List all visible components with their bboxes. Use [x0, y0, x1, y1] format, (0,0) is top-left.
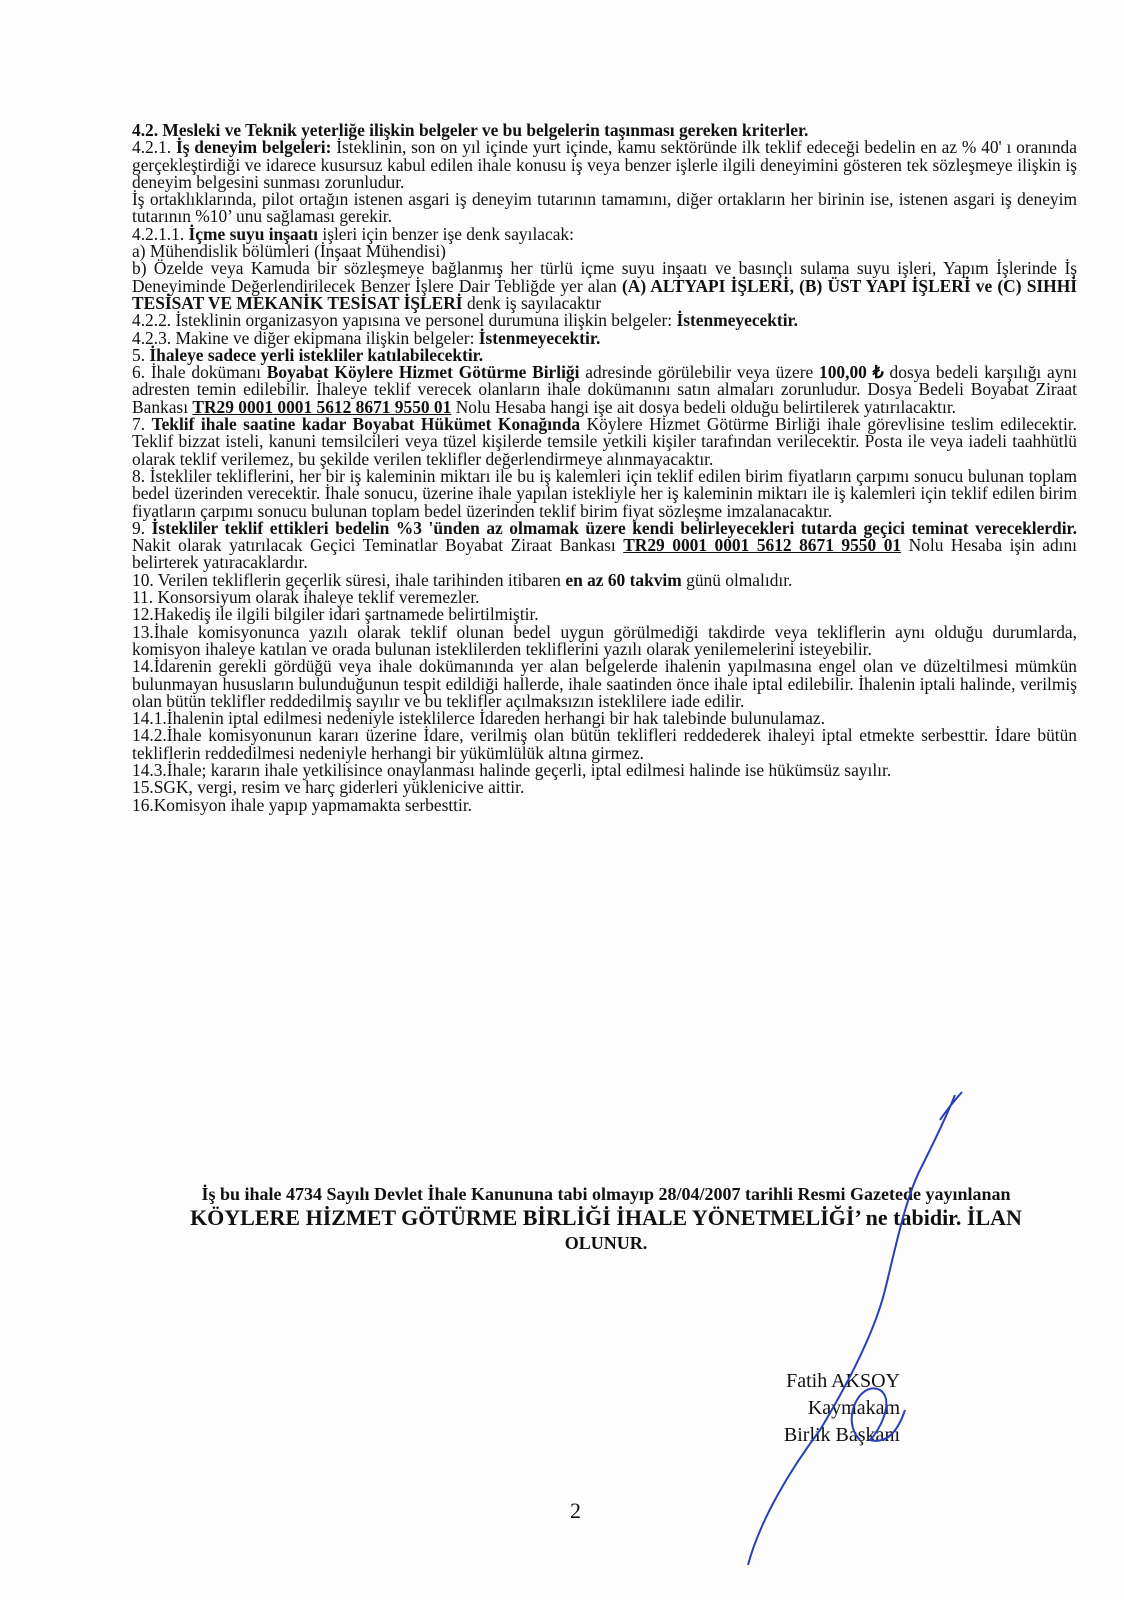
validity-period: en az 60 takvim [565, 569, 682, 590]
paragraph-14-3: 14.3.İhale; kararın ihale yetkilisince onaylanması halinde geçerli, iptal edilmesi halinde ise hükümsüz sayılır. [132, 759, 892, 780]
paragraph-6-start: 6. İhale dokümanı [132, 362, 261, 383]
section-4-2-1-1-text: işleri için benzer işe denk sayılacak: [322, 223, 574, 244]
section-4-2-1-1-title: İçme suyu inşaatı [188, 223, 319, 244]
paragraph-5-text: İhaleye sadece yerli istekliler katılabilecektir. [149, 344, 484, 365]
paragraph-13: 13.İhale komisyonunca yazılı olarak teklif olunan bedel uygun görülmediği takdirde veya tekliflerin aynı olduğu durumlarda, komisyon ihaleye katılan ve orada bulunan isteklilerden tekliflerini yazılı olarak yenilemelerini isteyebilir. [132, 621, 1077, 659]
bank-account-number: TR29 0001 0001 5612 8671 9550 01 [623, 535, 902, 556]
page-number: 2 [570, 1498, 581, 1523]
paragraph-6-end: Nolu Hesaba hangi işe ait dosya bedeli olduğu belirtilerek yatırılacaktır. [455, 396, 956, 417]
closing-line-1: İş bu ihale 4734 Sayılı Devlet İhale Kanununa tabi olmayıp 28/04/2007 tarihli Resmi Gazetede yayınlanan [201, 1184, 1011, 1204]
paragraph-7-number: 7. [132, 414, 146, 435]
paragraph-10-start: 10. Verilen tekliflerin geçerlik süresi, ihale tarihinden itibaren [132, 569, 561, 590]
list-item-b-text: b) Özelde veya Kamuda bir sözleşmeye bağlanmış her türlü içme suyu inşaatı ve basınçlı sulama suyu işleri, Yapım İşlerinde İş Deneyiminde Değerlendirilecek Benzer İşlere Dair Tebliğde yer alan [132, 258, 1077, 296]
list-item-b-categories: (A) ALTYAPI İŞLERİ, (B) ÜST YAPI İŞLERİ ve (C) SIHHİ TESİSAT VE MEKANİK TESİSAT İŞLERİ [132, 275, 1077, 313]
signer-name: Fatih AKSOY [786, 1370, 900, 1392]
paragraph-9-end: Nolu Hesaba işin adını belirterek yatıracaklardır. [132, 535, 1077, 573]
paragraph-9-bold: İstekliler teklif ettikleri bedelin %3 'ünden az olmamak üzere kendi belirleyecekleri tutarda geçici teminat vereceklerdir. [151, 517, 1077, 538]
section-4-2-1-title: İş deneyim belgeleri: [175, 137, 332, 158]
organization-name: Boyabat Köylere Hizmet Götürme Birliği [266, 362, 580, 383]
section-4-2-2-status: İstenmeyecektir. [676, 310, 799, 331]
signer-title: Kaymakam [807, 1397, 900, 1419]
paragraph-9-text: Nakit olarak yatırılacak Geçici Teminatlar Boyabat Ziraat Bankası [132, 535, 616, 556]
signature-stroke-loop [852, 1388, 905, 1440]
paragraph-6-mid: adresinde görülebilir veya üzere [585, 362, 814, 383]
signature-stroke-main [748, 1095, 955, 1565]
closing-line-2: KÖYLERE HİZMET GÖTÜRME BİRLİĞİ İHALE YÖNETMELİĞİ’ ne tabidir. İLAN [190, 1205, 1022, 1230]
bank-account-number: TR29 0001 0001 5612 8671 9550 01 [192, 396, 452, 417]
paragraph-15: 15.SGK, vergi, resim ve harç giderleri yüklenicive aittir. [132, 777, 525, 798]
paragraph-14: 14.İdarenin gerekli gördüğü veya ihale dokümanında yer alan belgelerde ihalenin yapılmasına engel olan ve düzeltilmesi mümkün bulunmayan hususların bulunduğunun tespit edildiği hallerde, ihale saatinden önce ihale iptal edilebilir. İhalenin iptali halinde, verilmiş olan bütün teklifler reddedilmiş sayılır ve bu teklifler açılmaksızın isteklilere iade edilir. [132, 656, 1077, 711]
section-4-2-1-number: 4.2.1. [132, 137, 172, 158]
list-item-b-end: denk iş sayılacaktır [466, 292, 602, 313]
paragraph-8: 8. İstekliler tekliflerini, her bir iş kaleminin miktarı ile bu iş kalemleri için teklif edilen birim fiyatların çarpımı sonucu bulunan toplam bedel üzerinden verecektir. İhale sonucu, üzerine ihale yapılan istekliyle her iş kaleminin miktarı ile iş kalemleri için teklif edilen birim fiyatların çarpımı sonucu bulunan toplam bedel üzerinden teklif birim fiyat sözleşme imzalanacaktır. [132, 465, 1077, 521]
document-fee: 100,00 ₺ [819, 362, 884, 383]
list-item-a: a) Mühendislik bölümleri (İnşaat Mühendisi) [132, 241, 446, 262]
section-4-2-3-text: 4.2.3. Makine ve diğer ekipmana ilişkin belgeler: [132, 327, 475, 348]
paragraph-6-text: dosya bedeli karşılığı aynı adresten temin edilebilir. İhaleye teklif verecek olanların ihale dokümanını satın almaları zorunludur. Dosya Bedeli Boyabat Ziraat Bankası [132, 362, 1077, 417]
signer-role: Birlik Başkanı [783, 1424, 900, 1446]
paragraph-16: 16.Komisyon ihale yapıp yapmamakta serbesttir. [132, 794, 473, 815]
section-4-2-2-text: 4.2.2. İsteklinin organizasyon yapısına ve personel durumuna ilişkin belgeler: [132, 310, 673, 331]
paragraph-10-end: günü olmalıdır. [686, 569, 793, 590]
joint-venture-paragraph: İş ortaklıklarında, pilot ortağın istenen asgari iş deneyim tutarının tamamını, diğer ortakların her birinin ise, istenen asgari iş deneyim tutarının %10’ unu sağlaması gerekir. [132, 189, 1077, 227]
paragraph-7-text: Köylere Hizmet Götürme Birliği ihale görevlisine teslim edilecektir. Teklif bizzat isteli, kanuni temsilcileri veya tüzel kişilerde temsile yetkili kişiler tarafından verilecektir. Posta ile veya iadeli taahhütlü olarak teklif verilemez, bu şekilde verilen teklifler değerlendirmeye alınmayacaktır. [132, 414, 1077, 469]
paragraph-12: 12.Hakediş ile ilgili bilgiler idari şartnamede belirtilmiştir. [132, 604, 539, 625]
paragraph-14-1: 14.1.İhalenin iptal edilmesi nedeniyle isteklilerce İdareden herhangi bir hak talebinde bulunulamaz. [132, 708, 825, 729]
paragraph-14-2: 14.2.İhale komisyonunun kararı üzerine İdare, verilmiş olan bütün teklifleri reddederek ihaleyi iptal etmekte serbesttir. İdare bütün tekliflerin reddedilmesi nedeniyle herhangi bir yükümlülük altına girmez. [132, 725, 1077, 763]
paragraph-7-bold: Teklif ihale saatine kadar Boyabat Hükümet Konağında [151, 414, 581, 435]
section-4-2-1-1-number: 4.2.1.1. [132, 223, 185, 244]
section-4-2-3-status: İstenmeyecektir. [478, 327, 601, 348]
section-4-2-1-text: İsteklinin, son on yıl içinde yurt içinde, kamu sektöründe ilk teklif edeceği bedelin en az % 40' ı oranında gerçekleştirdiği ve idarece kusursuz kabul edilen ihale konusu iş veya benzer işlerle ilgili deneyimini gösteren tek sözleşmeye ilişkin iş deneyim belgesini sunması zorunludur. [132, 137, 1077, 192]
paragraph-5-number: 5. [132, 344, 146, 365]
closing-line-3: OLUNUR. [564, 1233, 648, 1253]
paragraph-9-number: 9. [132, 517, 146, 538]
paragraph-11: 11. Konsorsiyum olarak ihaleye teklif veremezler. [132, 587, 480, 608]
signature-stroke-end [940, 1092, 962, 1120]
section-4-2-heading: 4.2. Mesleki ve Teknik yeterliğe ilişkin belgeler ve bu belgelerin taşınması gereken kriterler. [132, 120, 809, 140]
